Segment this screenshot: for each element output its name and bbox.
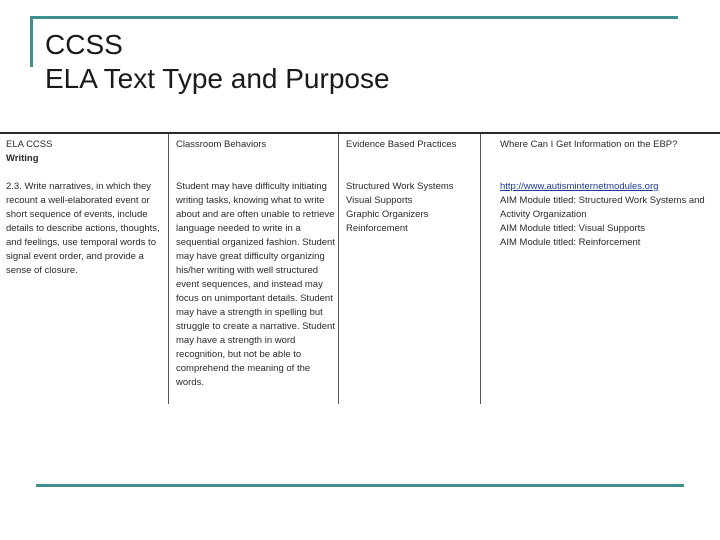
resource-item: AIM Module titled: Reinforcement <box>500 237 641 248</box>
practice-item: Visual Supports <box>346 195 413 206</box>
column-divider <box>168 134 169 404</box>
practice-item: Reinforcement <box>346 223 408 234</box>
table-top-rule <box>0 132 720 134</box>
bottom-frame-line <box>36 484 684 487</box>
header-ela-ccss-line1: ELA CCSS <box>6 139 53 150</box>
header-writing: Writing <box>6 153 39 164</box>
column-divider <box>338 134 339 404</box>
resource-item: AIM Module titled: Visual Supports <box>500 223 646 234</box>
top-frame-line <box>30 16 678 19</box>
title-line-2: ELA Text Type and Purpose <box>45 63 390 94</box>
behaviors-text: Student may have difficulty initiating writing tasks, knowing what to write about and are often unable to retrieve language needed to write in a sequential organized fashion. Student may have great difficulty organizing his/her writing with well structured event sequences, and instead may focus on unimportant details. Student may have a strength in spelling but struggle to create a narrative. Student may have a strength in word recognition, but not be able to comprehend the meaning of the words. <box>176 181 335 388</box>
resource-item: AIM Module titled: Structured Work Systems and Activity Organization <box>500 195 705 220</box>
column-divider <box>480 134 481 404</box>
title-line-1: CCSS <box>45 29 123 60</box>
slide-title <box>45 28 390 96</box>
header-ela-ccss <box>6 138 164 166</box>
practice-item: Structured Work Systems <box>346 181 454 192</box>
left-frame-line <box>30 16 33 67</box>
resources-list <box>500 180 718 250</box>
ebp-table <box>0 132 720 404</box>
aim-website-link[interactable]: http://www.autisminternetmodules.org <box>500 181 659 192</box>
header-where-info: Where Can I Get Information on the EBP? <box>500 139 678 150</box>
practice-item: Graphic Organizers <box>346 209 429 220</box>
header-classroom-behaviors: Classroom Behaviors <box>176 139 267 150</box>
header-evidence-based-practices: Evidence Based Practices <box>346 139 457 150</box>
practices-list <box>346 180 496 236</box>
standard-text: 2.3. Write narratives, in which they recount a well-elaborated event or short sequence of events, include details to describe actions, thoughts, and feelings, use temporal words to signal event order, and provide a sense of closure. <box>6 181 160 276</box>
